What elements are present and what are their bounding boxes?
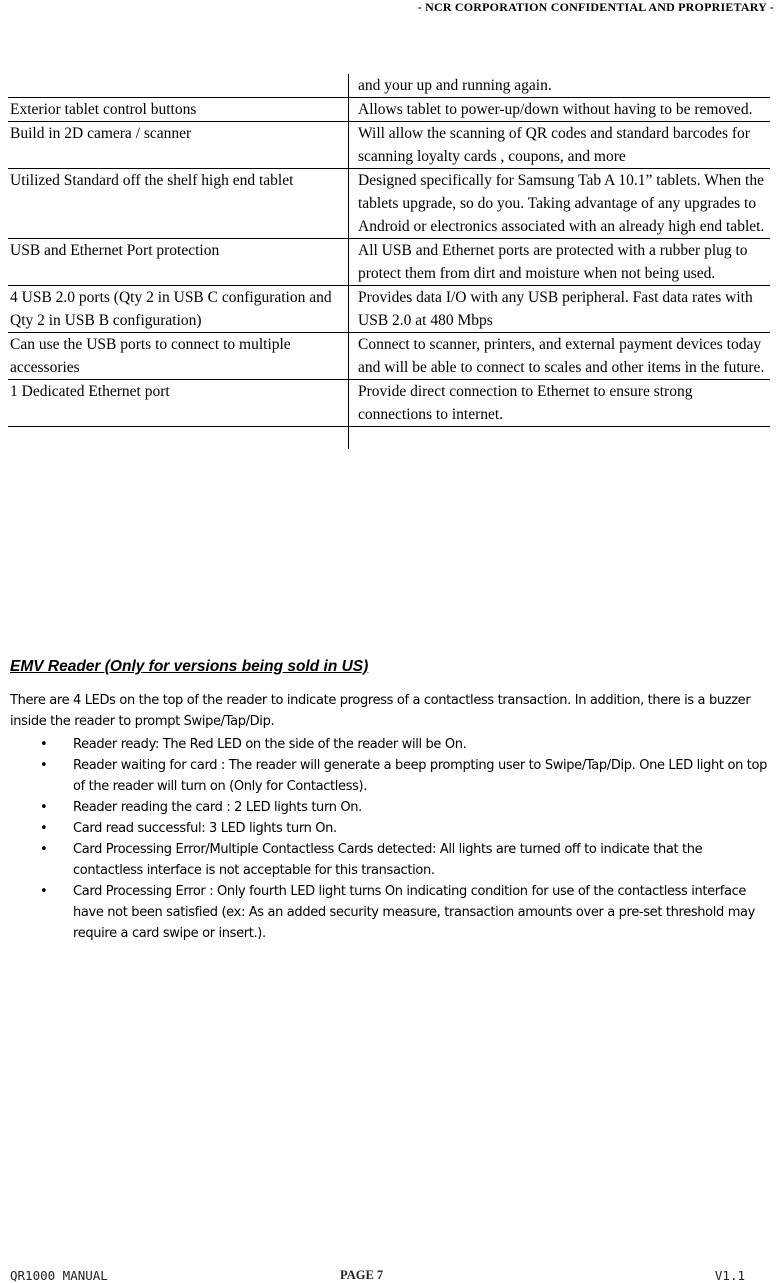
table-row xyxy=(8,122,770,169)
list-item xyxy=(0,881,778,944)
manual-name: QR1000 MANUAL xyxy=(10,1268,108,1283)
page-number: PAGE 7 xyxy=(340,1268,384,1282)
feature-cell: Can use the USB ports to connect to multiple accessories xyxy=(8,333,349,380)
bullet-icon: • xyxy=(40,884,48,899)
feature-cell: Utilized Standard off the shelf high end tablet xyxy=(8,169,349,239)
feature-cell: Build in 2D camera / scanner xyxy=(8,122,349,169)
section-title: EMV Reader (Only for versions being sold in US) xyxy=(10,658,369,675)
description-cell: Connect to scanner, printers, and external payment devices today and will be able to connect to scales and other items in the future. xyxy=(358,336,765,376)
section-intro: There are 4 LEDs on the top of the reader to indicate progress of a contactless transaction. In addition, there is a buzzer inside the reader to prompt Swipe/Tap/Dip. xyxy=(10,693,751,729)
bullet-icon: • xyxy=(40,842,48,857)
list-item-text: Reader reading the card : 2 LED lights turn On. xyxy=(73,800,362,815)
list-item-text: Card Processing Error : Only fourth LED light turns On indicating condition for use of the contactless interface have not been satisfied (ex: As an added security measure, transaction amounts over a pre-set threshold may require a card swipe or insert.). xyxy=(73,884,755,941)
list-item xyxy=(0,818,778,839)
table-row xyxy=(8,169,770,239)
table-row xyxy=(8,380,770,427)
table-row xyxy=(8,239,770,286)
description-cell: and your up and running again. xyxy=(358,77,552,94)
feature-cell: Exterior tablet control buttons xyxy=(8,98,349,122)
table-row xyxy=(8,427,770,449)
list-item xyxy=(0,839,778,881)
table-row xyxy=(8,286,770,333)
table-row xyxy=(8,74,770,98)
feature-cell xyxy=(8,427,349,449)
description-cell xyxy=(349,427,771,449)
bullet-icon: • xyxy=(40,758,48,773)
feature-cell: 4 USB 2.0 ports (Qty 2 in USB C configuration and Qty 2 in USB B configuration) xyxy=(8,286,349,333)
feature-cell: 1 Dedicated Ethernet port xyxy=(8,380,349,427)
table-row xyxy=(8,98,770,122)
feature-cell xyxy=(8,74,349,98)
bullet-icon: • xyxy=(40,821,48,836)
list-item-text: Reader waiting for card : The reader will generate a beep prompting user to Swipe/Tap/Dip. One LED light on top of the reader will turn on (Only for Contactless). xyxy=(73,758,767,794)
description-cell: Designed specifically for Samsung Tab A 10.1” tablets. When the tablets upgrade, so do you. Taking advantage of any upgrades to Android or electronics associated with an already high end tablet. xyxy=(358,172,765,235)
table-row xyxy=(8,333,770,380)
description-cell: Provide direct connection to Ethernet to ensure strong connections to internet. xyxy=(358,383,693,423)
list-item-text: Reader ready: The Red LED on the side of the reader will be On. xyxy=(73,737,467,752)
led-status-list xyxy=(0,734,778,944)
description-cell: Allows tablet to power-up/down without having to be removed. xyxy=(358,101,753,118)
version-label: V1.1 xyxy=(714,1268,745,1283)
list-item-text: Card Processing Error/Multiple Contactless Cards detected: All lights are turned off to indicate that the contactless interface is not acceptable for this transaction. xyxy=(73,842,703,878)
features-table xyxy=(8,74,770,449)
list-item xyxy=(0,797,778,818)
list-item xyxy=(0,734,778,755)
description-cell: Provides data I/O with any USB peripheral. Fast data rates with USB 2.0 at 480 Mbps xyxy=(358,289,753,329)
bullet-icon: • xyxy=(40,800,48,815)
list-item-text: Card read successful: 3 LED lights turn On. xyxy=(73,821,337,836)
feature-cell: USB and Ethernet Port protection xyxy=(8,239,349,286)
confidential-header: - NCR CORPORATION CONFIDENTIAL AND PROPRIETARY - xyxy=(417,0,774,14)
description-cell: All USB and Ethernet ports are protected with a rubber plug to protect them from dirt and moisture when not being used. xyxy=(358,242,748,282)
description-cell: Will allow the scanning of QR codes and standard barcodes for scanning loyalty cards , coupons, and more xyxy=(358,125,750,165)
bullet-icon: • xyxy=(40,737,48,752)
list-item xyxy=(0,755,778,797)
